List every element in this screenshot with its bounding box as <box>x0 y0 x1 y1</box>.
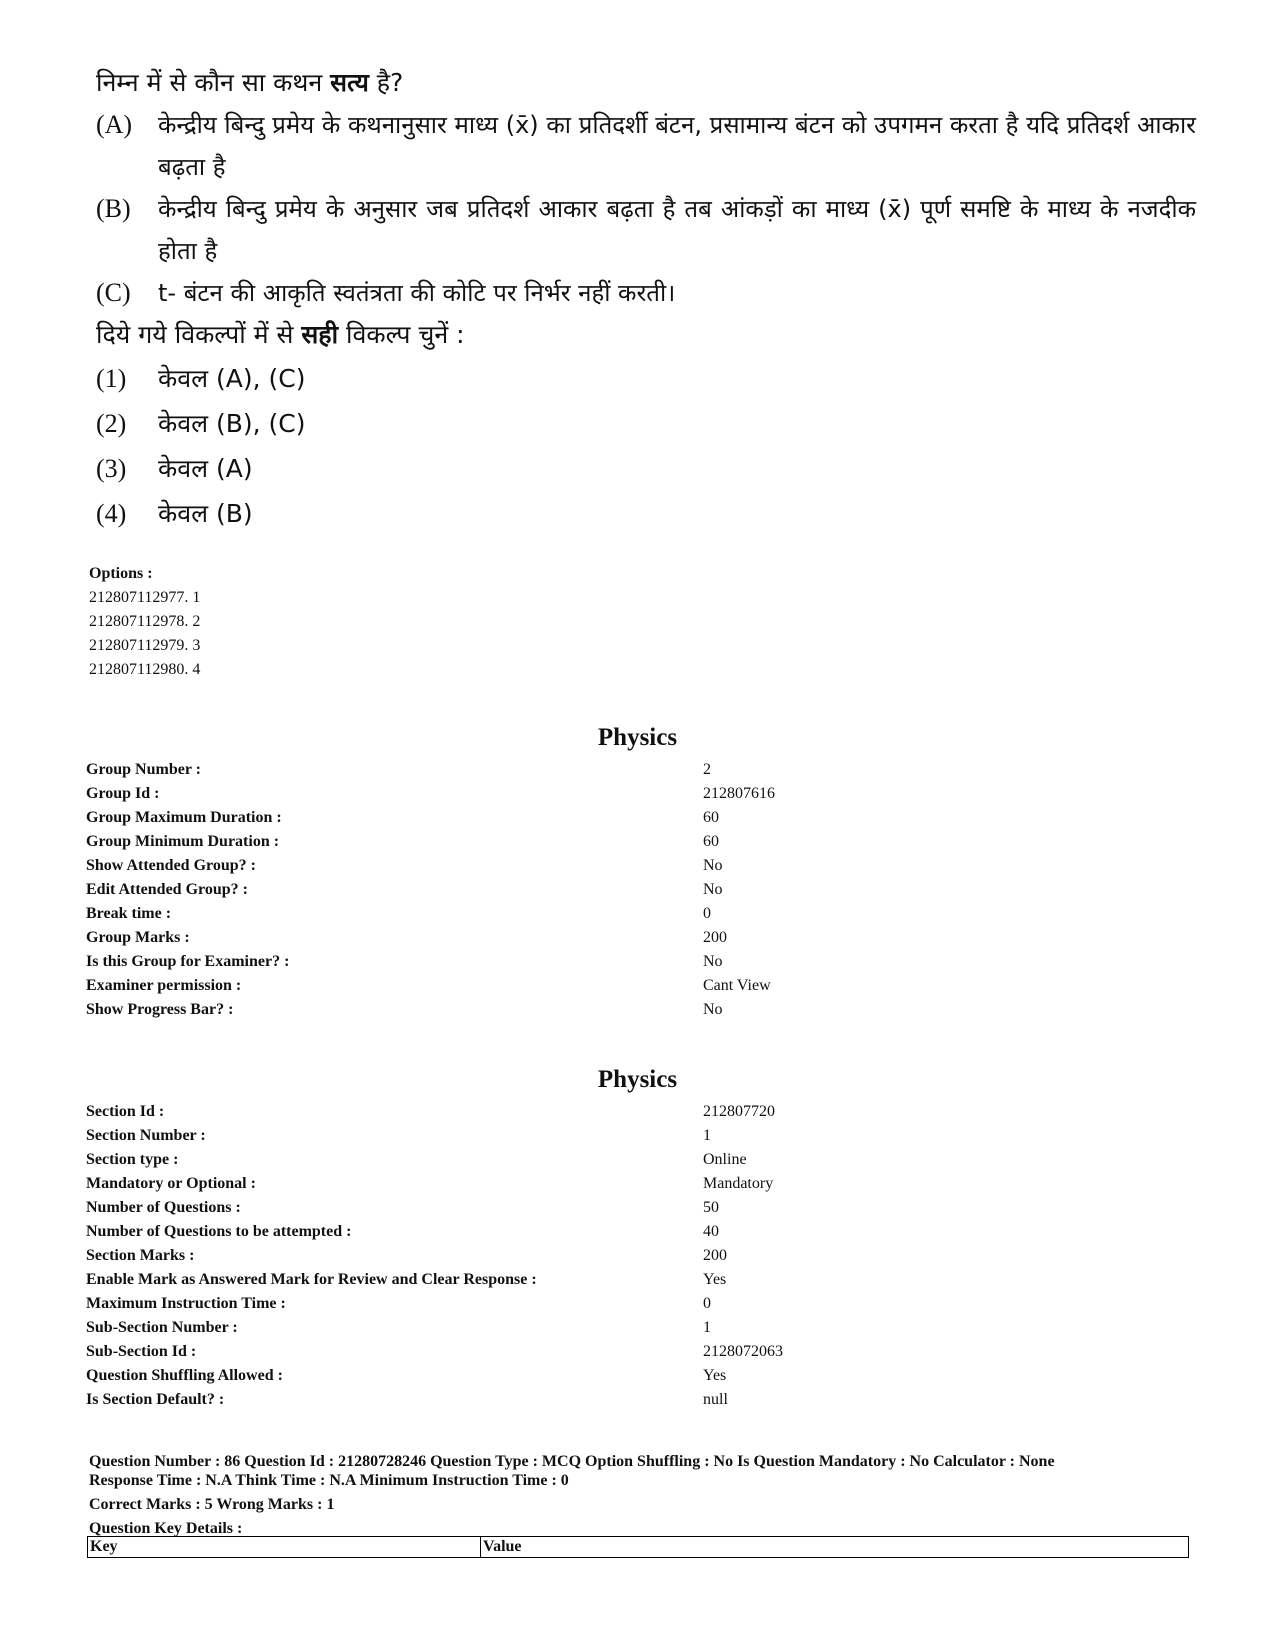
statement-a: (A) केन्द्रीय बिन्दु प्रमेय के कथनानुसार माध्य (x̄) का प्रतिदर्शी बंटन, प्रसामान्य बंटन को उपगमन करता है यदि प्रतिदर्श आकार बढ़ता है <box>96 110 1196 181</box>
option-item: 212807112980. 4 <box>89 661 201 678</box>
detail-row <box>86 1364 1186 1388</box>
statement-c: (C) t- बंटन की आकृति स्वतंत्रता की कोटि पर निर्भर नहीं करती। <box>96 278 676 307</box>
detail-value: 40 <box>703 1223 719 1240</box>
detail-row <box>86 1220 1186 1244</box>
detail-value: 60 <box>703 833 719 850</box>
detail-key: Sub-Section Number : <box>86 1319 238 1336</box>
detail-value: No <box>703 953 723 970</box>
detail-value: 212807720 <box>703 1103 775 1120</box>
detail-row <box>86 1292 1186 1316</box>
detail-value: Yes <box>703 1367 727 1384</box>
detail-key: Section Number : <box>86 1127 206 1144</box>
choose-instruction: दिये गये विकल्पों में से सही विकल्प चुनें : <box>96 320 465 349</box>
key-column-header: Key <box>88 1537 481 1558</box>
detail-row <box>86 782 1186 806</box>
key-details-label: Question Key Details : <box>89 1520 243 1537</box>
detail-row <box>86 830 1186 854</box>
detail-key: Is this Group for Examiner? : <box>86 953 290 970</box>
question-prompt: निम्न में से कौन सा कथन सत्य है? <box>96 68 404 97</box>
question-meta <box>89 1452 1209 1538</box>
detail-value: 0 <box>703 1295 711 1312</box>
detail-key: Question Shuffling Allowed : <box>86 1367 283 1384</box>
detail-key: Group Id : <box>86 785 160 802</box>
detail-key: Number of Questions to be attempted : <box>86 1223 352 1240</box>
detail-value: No <box>703 857 723 874</box>
value-column-header: Value <box>481 1537 1189 1558</box>
detail-value: Cant View <box>703 977 771 994</box>
detail-value: null <box>703 1391 728 1408</box>
detail-row <box>86 878 1186 902</box>
option-item: 212807112978. 2 <box>89 613 201 630</box>
detail-row <box>86 806 1186 830</box>
section-details <box>86 1100 1186 1412</box>
detail-key: Is Section Default? : <box>86 1391 225 1408</box>
detail-value: 60 <box>703 809 719 826</box>
detail-row <box>86 902 1186 926</box>
detail-value: 200 <box>703 929 727 946</box>
detail-row <box>86 1172 1186 1196</box>
detail-row <box>86 1340 1186 1364</box>
detail-value: No <box>703 1001 723 1018</box>
choice-1: (1) केवल (A), (C) <box>96 364 306 393</box>
detail-key: Sub-Section Id : <box>86 1343 197 1360</box>
detail-key: Maximum Instruction Time : <box>86 1295 286 1312</box>
detail-value: 0 <box>703 905 711 922</box>
detail-key: Section type : <box>86 1151 179 1168</box>
detail-key: Examiner permission : <box>86 977 242 994</box>
detail-value: 200 <box>703 1247 727 1264</box>
detail-value: 50 <box>703 1199 719 1216</box>
detail-key: Number of Questions : <box>86 1199 241 1216</box>
detail-row <box>86 1244 1186 1268</box>
detail-row <box>86 1100 1186 1124</box>
detail-value: Online <box>703 1151 747 1168</box>
group-details <box>86 758 1186 1022</box>
detail-key: Group Number : <box>86 761 201 778</box>
statement-b: (B) केन्द्रीय बिन्दु प्रमेय के अनुसार जब प्रतिदर्श आकार बढ़ता है तब आंकड़ों का माध्य (x̄) पूर्ण समष्टि के माध्य के नजदीक होता है <box>96 194 1196 265</box>
options-title: Options : <box>89 565 153 582</box>
question-meta-line1: Question Number : 86 Question Id : 21280728246 Question Type : MCQ Option Shuffling : No Is Question Mandatory : No Calculator : None <box>89 1453 1055 1470</box>
detail-row <box>86 1124 1186 1148</box>
detail-value: 2 <box>703 761 711 778</box>
detail-row <box>86 1268 1186 1292</box>
question-meta-line2: Response Time : N.A Think Time : N.A Minimum Instruction Time : 0 <box>89 1472 569 1489</box>
choice-3: (3) केवल (A) <box>96 454 253 483</box>
detail-value: 212807616 <box>703 785 775 802</box>
detail-row <box>86 950 1186 974</box>
detail-row <box>86 854 1186 878</box>
detail-key: Show Attended Group? : <box>86 857 256 874</box>
detail-value: Mandatory <box>703 1175 774 1192</box>
choice-2: (2) केवल (B), (C) <box>96 409 306 438</box>
detail-row <box>86 1316 1186 1340</box>
detail-key: Group Marks : <box>86 929 190 946</box>
detail-key: Group Minimum Duration : <box>86 833 280 850</box>
detail-key: Enable Mark as Answered Mark for Review and Clear Response : <box>86 1271 537 1288</box>
detail-row <box>86 926 1186 950</box>
detail-value: 2128072063 <box>703 1343 783 1360</box>
detail-key: Mandatory or Optional : <box>86 1175 256 1192</box>
detail-value: 1 <box>703 1319 711 1336</box>
detail-value: No <box>703 881 723 898</box>
detail-row <box>86 758 1186 782</box>
detail-row <box>86 1148 1186 1172</box>
detail-key: Edit Attended Group? : <box>86 881 248 898</box>
detail-value: Yes <box>703 1271 727 1288</box>
option-item: 212807112977. 1 <box>89 589 201 606</box>
detail-row <box>86 974 1186 998</box>
group-title: Physics <box>597 724 678 751</box>
detail-row <box>86 1388 1186 1412</box>
detail-key: Show Progress Bar? : <box>86 1001 234 1018</box>
detail-value: 1 <box>703 1127 711 1144</box>
key-table-header <box>88 1537 1189 1558</box>
option-item: 212807112979. 3 <box>89 637 201 654</box>
marks-line: Correct Marks : 5 Wrong Marks : 1 <box>89 1496 335 1513</box>
detail-row <box>86 1196 1186 1220</box>
detail-key: Break time : <box>86 905 172 922</box>
options-list <box>89 562 200 682</box>
question-block <box>96 62 1196 536</box>
detail-key: Section Marks : <box>86 1247 195 1264</box>
detail-key: Group Maximum Duration : <box>86 809 282 826</box>
detail-key: Section Id : <box>86 1103 165 1120</box>
choice-4: (4) केवल (B) <box>96 499 253 528</box>
detail-row <box>86 998 1186 1022</box>
section-title: Physics <box>597 1066 678 1093</box>
key-table <box>87 1536 1189 1558</box>
